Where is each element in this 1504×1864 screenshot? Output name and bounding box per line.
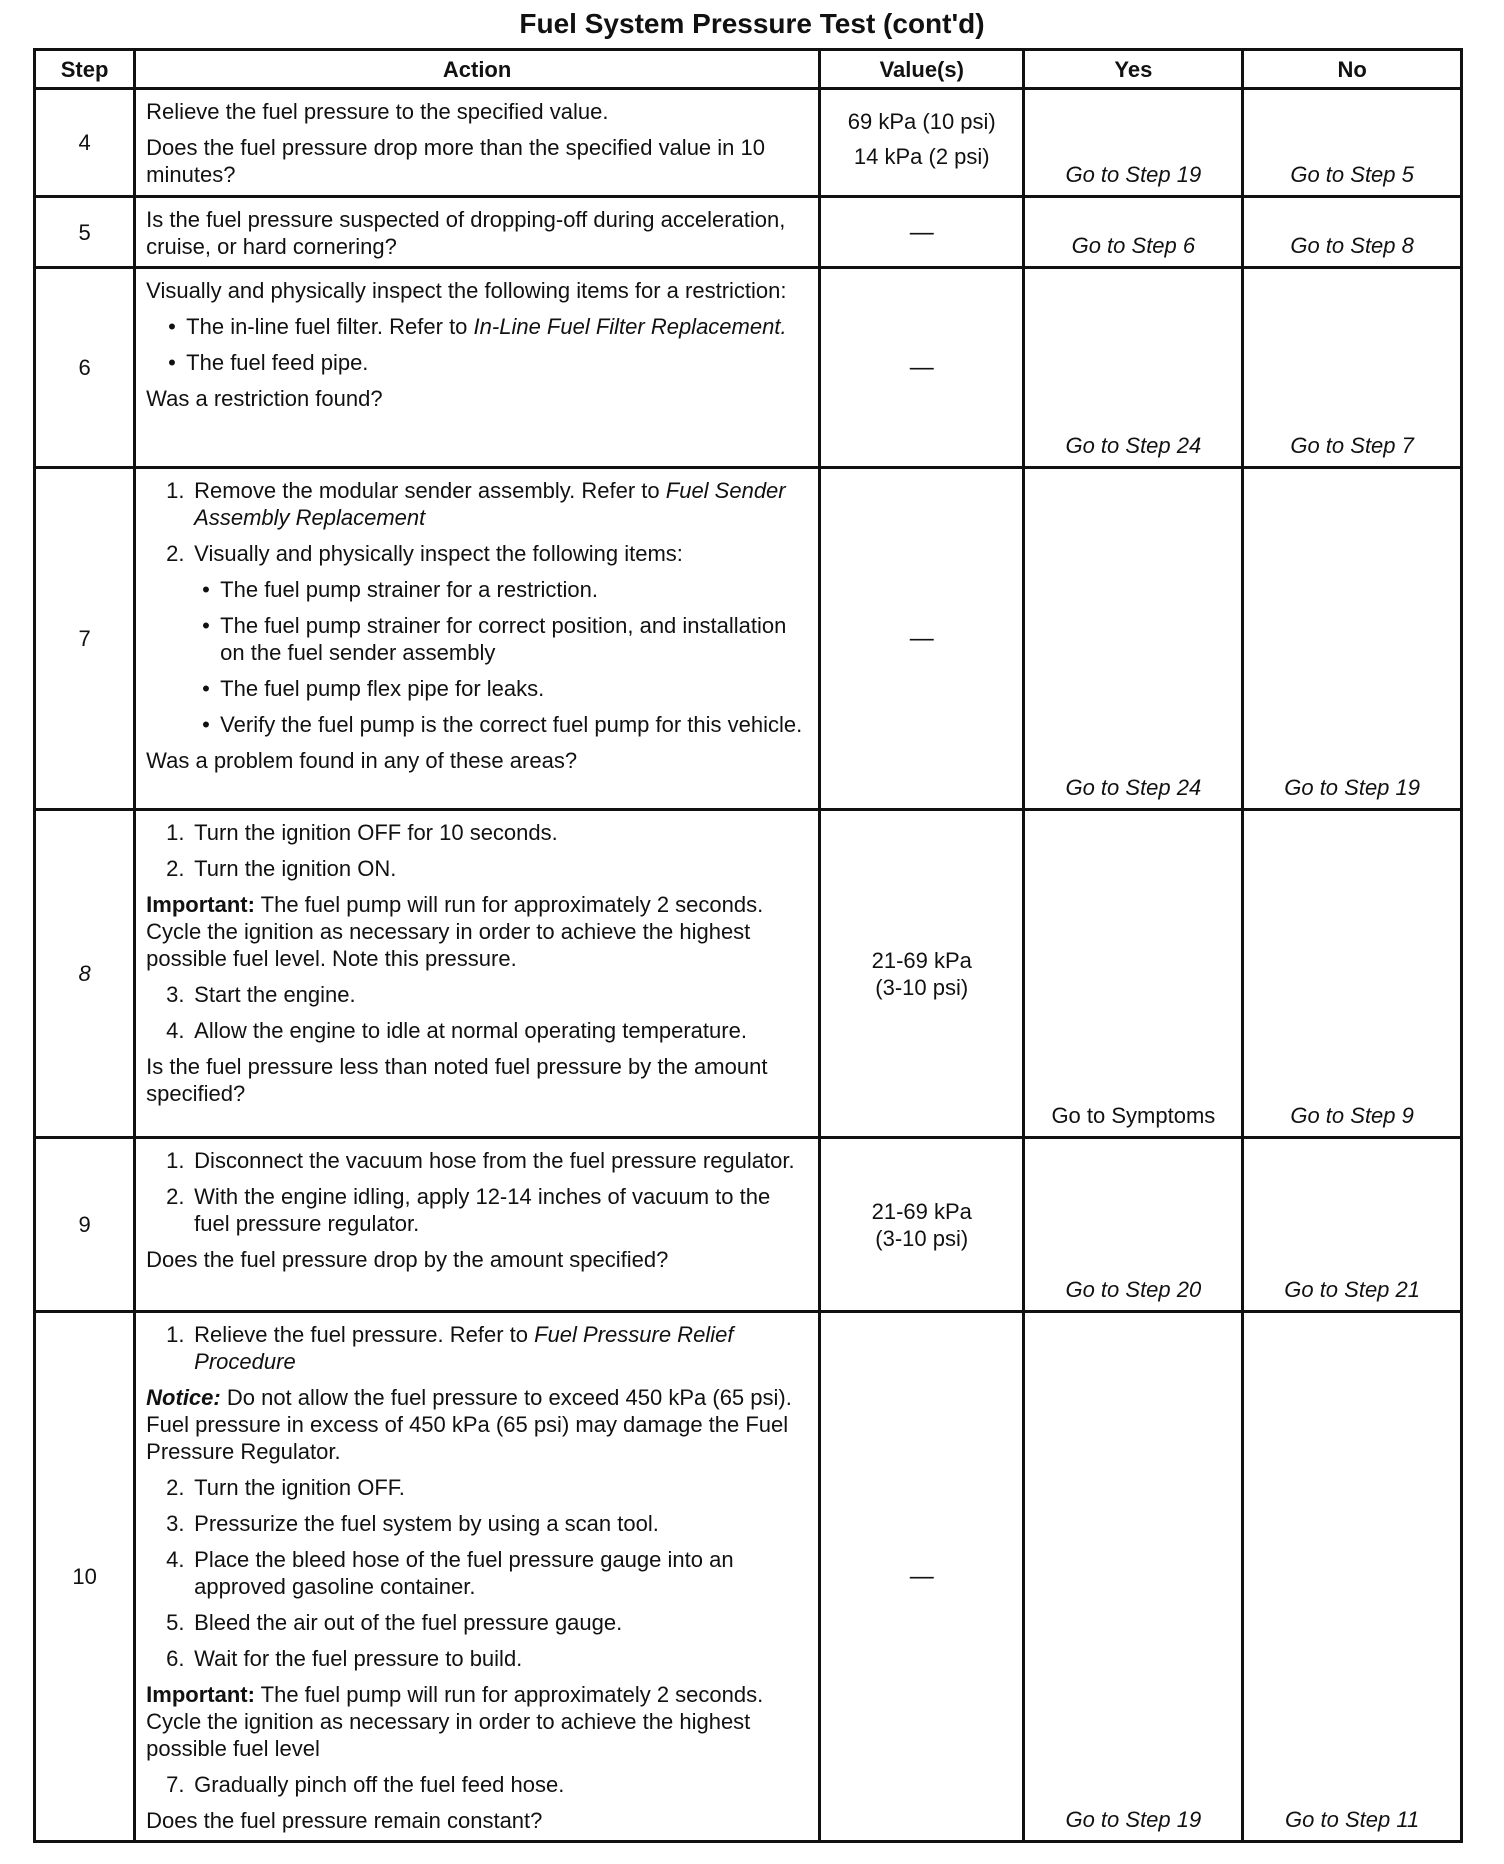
header-values: Value(s) [820,50,1024,89]
step-number: 10 [35,1312,135,1842]
value-cell [820,1138,1024,1312]
yes-cell: Go to Step 19 [1024,1312,1243,1842]
fuel-pressure-test-table [33,48,1463,1843]
action-cell [135,197,820,268]
action-step: 2. With the engine idling, apply 12-14 inches of vacuum to the fuel pressure regulator. [166,1184,771,1236]
reference-link: Fuel Sender Assembly Replacement [194,478,786,530]
no-cell: Go to Step 9 [1243,810,1462,1138]
action-step: 4. Place the bleed hose of the fuel pressure gauge into an approved gasoline container. [166,1547,734,1599]
step-number: 7 [35,468,135,810]
action-step: 1. Remove the modular sender assembly. Refer to Fuel Sender Assembly Replacement [166,478,786,530]
action-step: 6. Wait for the fuel pressure to build. [166,1646,523,1671]
no-cell: Go to Step 21 [1243,1138,1462,1312]
action-step: 7. Gradually pinch off the fuel feed hose. [166,1772,565,1797]
action-question: Does the fuel pressure drop by the amount specified? [146,1247,669,1272]
action-step: 1. Turn the ignition OFF for 10 seconds. [166,820,558,845]
action-cell [135,468,820,810]
value-cell [820,89,1024,197]
yes-cell: Go to Step 6 [1024,197,1243,268]
action-question: Was a restriction found? [146,386,383,411]
table-row [35,89,1462,197]
table-row [35,468,1462,810]
step-number: 4 [35,89,135,197]
step-number: 6 [35,268,135,468]
value-cell [820,468,1024,810]
action-step: 1. Relieve the fuel pressure. Refer to Fuel Pressure Relief Procedure [166,1322,734,1374]
value-cell [820,1312,1024,1842]
action-step: 3. Start the engine. [166,982,356,1007]
notice-note: Notice: Do not allow the fuel pressure to exceed 450 kPa (65 psi). Fuel pressure in excess of 450 kPa (65 psi) may damage the Fuel Pressure Regulator. [146,1385,792,1464]
header-step: Step [35,50,135,89]
action-step: 2. Visually and physically inspect the following items: [166,541,683,566]
action-step: 4. Allow the engine to idle at normal operating temperature. [166,1018,747,1043]
step-number: 8 [35,810,135,1138]
value-text: 14 kPa (2 psi) [853,144,990,169]
yes-cell: Go to Symptoms [1024,810,1243,1138]
value-dash: — [909,354,934,381]
action-bullet: • The fuel feed pipe. [168,349,808,376]
header-no: No [1243,50,1462,89]
value-dash: — [909,218,934,246]
action-cell [135,1312,820,1842]
table-row [35,1312,1462,1842]
value-text: 21-69 kPa [871,1198,972,1224]
action-question: Is the fuel pressure less than noted fuel pressure by the amount specified? [146,1054,768,1106]
action-step: 1. Disconnect the vacuum hose from the fuel pressure regulator. [166,1148,795,1173]
action-step: 2. Turn the ignition ON. [166,856,397,881]
page-title: Fuel System Pressure Test (cont'd) [519,8,985,39]
action-bullet: • The fuel pump strainer for correct position, and installation on the fuel sender assembly [202,612,808,666]
action-cell [135,810,820,1138]
action-text: Relieve the fuel pressure to the specified value. [146,99,609,124]
value-dash: — [909,1563,934,1590]
table-row [35,810,1462,1138]
important-note: Important: The fuel pump will run for approximately 2 seconds. Cycle the ignition as necessary in order to achieve the highest possible fuel level. Note this pressure. [146,892,764,971]
value-dash: — [909,625,934,652]
reference-link: In-Line Fuel Filter Replacement. [473,314,787,339]
table-row [35,268,1462,468]
action-cell [135,268,820,468]
value-cell [820,268,1024,468]
header-action: Action [135,50,820,89]
table-row [35,1138,1462,1312]
action-cell [135,89,820,197]
table-row [35,197,1462,268]
no-cell: Go to Step 5 [1243,89,1462,197]
action-step: 5. Bleed the air out of the fuel pressure gauge. [166,1610,623,1635]
yes-cell: Go to Step 19 [1024,89,1243,197]
action-text: Visually and physically inspect the following items for a restriction: [146,278,787,303]
value-text: (3-10 psi) [875,974,969,1000]
action-question: Does the fuel pressure drop more than the specified value in 10 minutes? [146,135,765,187]
table-header-row [35,50,1462,89]
yes-cell: Go to Step 24 [1024,268,1243,468]
action-bullet: • Verify the fuel pump is the correct fuel pump for this vehicle. [202,711,808,738]
action-bullet: • The fuel pump flex pipe for leaks. [202,675,808,702]
no-cell: Go to Step 8 [1243,197,1462,268]
no-cell: Go to Step 11 [1243,1312,1462,1842]
value-cell [820,197,1024,268]
action-bullet: • The fuel pump strainer for a restriction. [202,576,808,603]
action-question: Does the fuel pressure remain constant? [146,1808,543,1833]
step-number: 9 [35,1138,135,1312]
value-text: (3-10 psi) [875,1225,969,1251]
value-cell [820,810,1024,1138]
action-step: 2. Turn the ignition OFF. [166,1475,405,1500]
value-text: 21-69 kPa [871,947,972,973]
action-question: Is the fuel pressure suspected of dropping-off during acceleration, cruise, or hard cornering? [146,207,786,259]
action-cell [135,1138,820,1312]
yes-cell: Go to Step 20 [1024,1138,1243,1312]
header-yes: Yes [1024,50,1243,89]
important-note: Important: The fuel pump will run for approximately 2 seconds. Cycle the ignition as necessary in order to achieve the highest possible fuel level [146,1682,764,1761]
no-cell: Go to Step 7 [1243,268,1462,468]
action-question: Was a problem found in any of these areas? [146,748,578,773]
step-number: 5 [35,197,135,268]
action-step: 3. Pressurize the fuel system by using a scan tool. [166,1511,659,1536]
reference-link: Fuel Pressure Relief Procedure [194,1322,734,1374]
value-text: 69 kPa (10 psi) [847,109,996,134]
action-bullet: • The in-line fuel filter. Refer to In-Line Fuel Filter Replacement. [168,313,808,340]
no-cell: Go to Step 19 [1243,468,1462,810]
yes-cell: Go to Step 24 [1024,468,1243,810]
